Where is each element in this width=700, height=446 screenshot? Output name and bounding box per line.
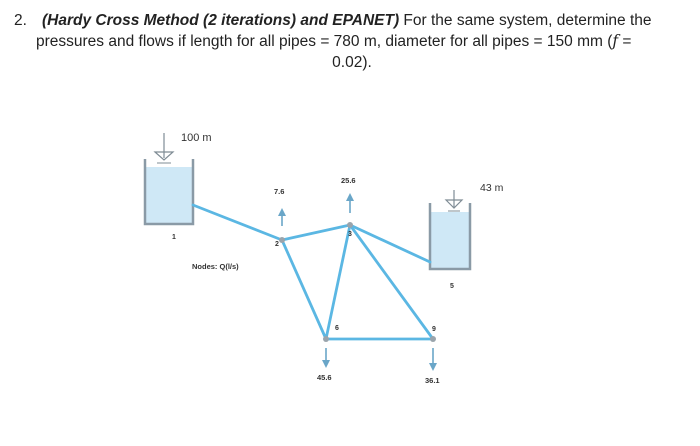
node-5-label: 5	[450, 283, 454, 290]
node-2-label: 2	[275, 241, 279, 248]
problem-number: 2.	[14, 12, 27, 29]
reservoir-left	[145, 133, 193, 224]
node-6-dot	[323, 336, 329, 342]
friction-factor-symbol: f	[612, 32, 619, 50]
reservoir-left-elevation: 100 m	[181, 132, 212, 144]
pipe-3-6	[326, 225, 350, 339]
node-6-label: 6	[335, 325, 339, 332]
problem-line-3: 0.02).	[332, 54, 372, 71]
pipes	[193, 205, 433, 339]
node-3-dot	[347, 222, 353, 228]
node-3-label: 3	[348, 231, 352, 238]
problem-line-2-end: =	[618, 33, 632, 50]
problem-line-1-text: For the same system, determine the	[399, 12, 652, 29]
node-9-dot	[430, 336, 436, 342]
problem-line-2-text: pressures and flows if length for all pipes = 780 m, diameter for all pipes = 150 mm (	[36, 33, 613, 50]
pipe-3-9	[350, 225, 433, 339]
reservoir-right-water	[431, 212, 469, 268]
reservoir-left-water	[146, 167, 192, 223]
node-9-label: 9	[432, 326, 436, 333]
pipe-1-2	[193, 205, 282, 240]
demand-node-6: 45.6	[317, 373, 332, 382]
problem-title: (Hardy Cross Method (2 iterations) and EPANET)	[42, 12, 400, 29]
nodes-legend: Nodes: Q(l/s)	[192, 262, 239, 271]
node-1-label: 1	[172, 234, 176, 241]
pipe-2-3	[282, 225, 350, 240]
demand-node-2: 7.6	[274, 187, 285, 196]
reservoir-right-elevation: 43 m	[480, 182, 504, 194]
pipe-2-6	[282, 240, 326, 339]
reservoir-right	[430, 190, 470, 269]
demand-node-3: 25.6	[341, 176, 356, 185]
demand-node-9: 36.1	[425, 376, 440, 385]
node-2-dot	[279, 237, 285, 243]
